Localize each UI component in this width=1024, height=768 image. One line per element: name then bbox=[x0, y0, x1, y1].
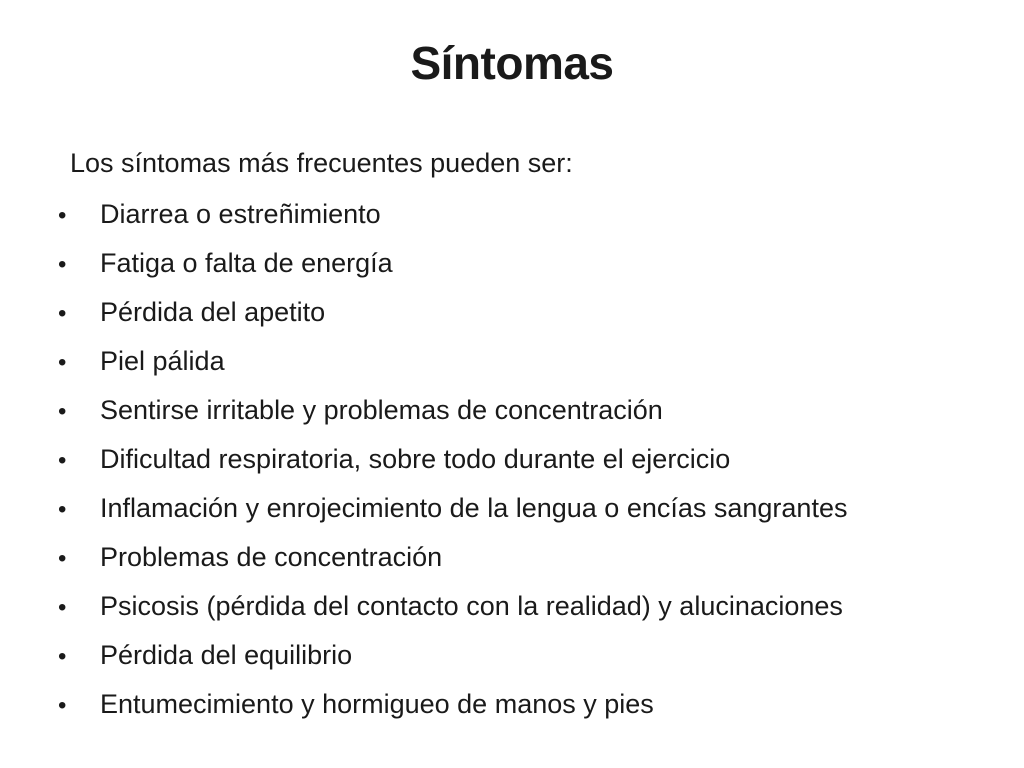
list-item bbox=[55, 586, 847, 635]
bullet-icon: • bbox=[58, 545, 67, 572]
list-item bbox=[55, 537, 847, 586]
list-item-text: Sentirse irritable y problemas de concentración bbox=[100, 395, 663, 425]
bullet-icon: • bbox=[58, 398, 67, 425]
list-item-text: Piel pálida bbox=[100, 346, 225, 376]
list-item-text: Pérdida del equilibrio bbox=[100, 640, 353, 670]
list-item bbox=[55, 292, 847, 341]
bullet-icon: • bbox=[58, 594, 67, 621]
bullet-icon: • bbox=[58, 202, 67, 229]
bullet-icon: • bbox=[58, 447, 67, 474]
bullet-icon: • bbox=[58, 349, 67, 376]
list-item-text: Psicosis (pérdida del contacto con la realidad) y alucinaciones bbox=[100, 591, 843, 621]
bullet-icon: • bbox=[58, 643, 67, 670]
list-item-text: Pérdida del apetito bbox=[100, 297, 326, 327]
list-item bbox=[55, 635, 847, 684]
list-item-text: Diarrea o estreñimiento bbox=[100, 199, 381, 229]
bullet-icon: • bbox=[58, 692, 67, 719]
list-item bbox=[55, 439, 847, 488]
slide-title: Síntomas bbox=[410, 37, 614, 89]
list-item-text: Problemas de concentración bbox=[100, 542, 443, 572]
list-item-text: Dificultad respiratoria, sobre todo durante el ejercicio bbox=[100, 444, 731, 474]
intro-text: Los síntomas más frecuentes pueden ser: bbox=[70, 148, 573, 178]
bullet-icon: • bbox=[58, 300, 67, 327]
bullet-icon: • bbox=[58, 496, 67, 523]
list-item bbox=[55, 390, 847, 439]
list-item-text: Entumecimiento y hormigueo de manos y pies bbox=[100, 689, 654, 719]
list-item bbox=[55, 341, 847, 390]
list-item bbox=[55, 194, 847, 243]
list-item bbox=[55, 488, 847, 537]
list-item bbox=[55, 684, 847, 733]
bullet-icon: • bbox=[58, 251, 67, 278]
list-item-text: Inflamación y enrojecimiento de la lengua o encías sangrantes bbox=[100, 493, 848, 523]
list-item-text: Fatiga o falta de energía bbox=[100, 248, 393, 278]
symptom-list bbox=[55, 194, 847, 733]
list-item bbox=[55, 243, 847, 292]
